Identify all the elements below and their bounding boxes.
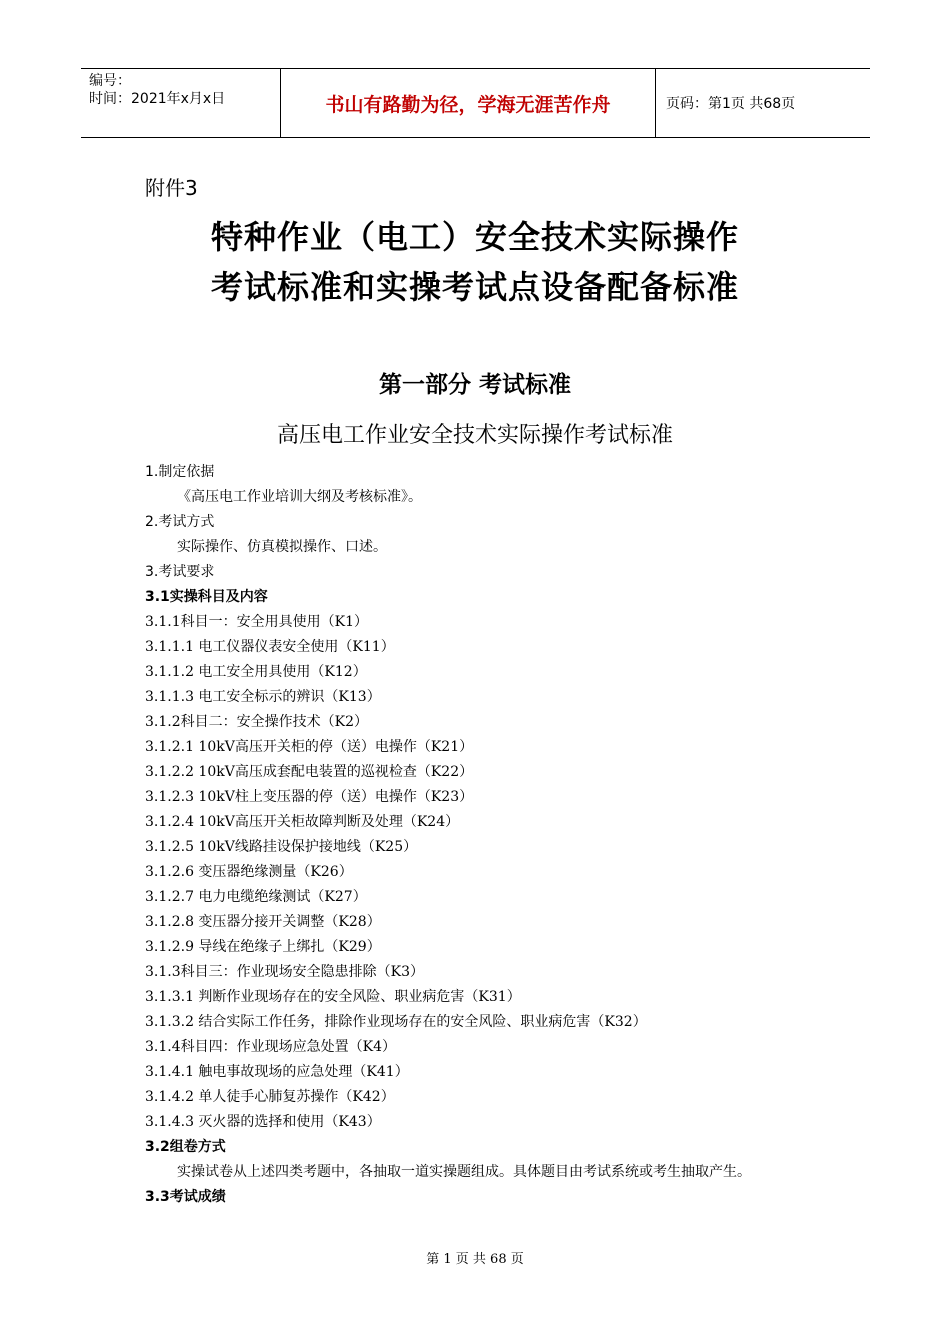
section-heading-3: 3.考试要求 [145, 564, 215, 580]
section-text-2: 实际操作、仿真模拟操作、口述。 [177, 539, 387, 555]
list-item: 3.1.1.1 电工仪器仪表安全使用（K11） [145, 639, 395, 655]
section-heading-3-1: 3.1实操科目及内容 [145, 589, 268, 605]
section-heading-3-2: 3.2组卷方式 [145, 1139, 226, 1155]
header-motto: 书山有路勤为径，学海无涯苦作舟 [281, 69, 656, 137]
part-title: 第一部分 考试标准 [378, 371, 571, 398]
list-item: 3.1.1科目一：安全用具使用（K1） [145, 614, 368, 630]
section-heading-3-3: 3.3考试成绩 [145, 1189, 226, 1205]
list-item: 3.1.3科目三：作业现场安全隐患排除（K3） [145, 964, 424, 980]
list-item: 3.1.4.2 单人徒手心肺复苏操作（K42） [145, 1089, 395, 1105]
exam-items-list [145, 610, 815, 1135]
document-header [81, 68, 870, 138]
list-item: 3.1.3.2 结合实际工作任务，排除作业现场存在的安全风险、职业病危害（K32） [145, 1014, 647, 1030]
list-item: 3.1.2科目二：安全操作技术（K2） [145, 714, 368, 730]
list-item: 3.1.1.3 电工安全标示的辨识（K13） [145, 689, 381, 705]
document-body [145, 460, 815, 1210]
list-item: 3.1.2.3 10kV柱上变压器的停（送）电操作（K23） [145, 789, 474, 805]
list-item: 3.1.2.8 变压器分接开关调整（K28） [145, 914, 381, 930]
document-title-line1: 特种作业（电工）安全技术实际操作 [210, 218, 739, 256]
attachment-label: 附件3 [145, 176, 198, 200]
section-subtitle: 高压电工作业安全技术实际操作考试标准 [276, 423, 673, 448]
list-item: 3.1.4.1 触电事故现场的应急处理（K41） [145, 1064, 409, 1080]
serial-label: 编号： [89, 73, 131, 89]
list-item: 3.1.2.7 电力电缆绝缘测试（K27） [145, 889, 367, 905]
list-item: 3.1.4科目四：作业现场应急处置（K4） [145, 1039, 396, 1055]
section-heading-1: 1.制定依据 [145, 464, 215, 480]
page-footer: 第 1 页 共 68 页 [426, 1252, 524, 1267]
list-item: 3.1.2.5 10kV线路挂设保护接地线（K25） [145, 839, 418, 855]
header-page-info: 页码：第1页 共68页 [666, 96, 796, 112]
list-item: 3.1.3.1 判断作业现场存在的安全风险、职业病危害（K31） [145, 989, 521, 1005]
document-title-line2: 考试标准和实操考试点设备配备标准 [210, 268, 739, 306]
list-item: 3.1.1.2 电工安全用具使用（K12） [145, 664, 367, 680]
section-heading-2: 2.考试方式 [145, 514, 215, 530]
list-item: 3.1.2.6 变压器绝缘测量（K26） [145, 864, 353, 880]
list-item: 3.1.2.2 10kV高压成套配电装置的巡视检查（K22） [145, 764, 474, 780]
list-item: 3.1.2.1 10kV高压开关柜的停（送）电操作（K21） [145, 739, 474, 755]
header-meta [81, 69, 281, 137]
section-text-3-2: 实操试卷从上述四类考题中，各抽取一道实操题组成。具体题目由考试系统或考生抽取产生。 [177, 1164, 751, 1180]
date-label: 时间：2021年x月x日 [89, 91, 226, 107]
list-item: 3.1.2.9 导线在绝缘子上绑扎（K29） [145, 939, 381, 955]
list-item: 3.1.2.4 10kV高压开关柜故障判断及处理（K24） [145, 814, 460, 830]
section-text-1: 《高压电工作业培训大纲及考核标准》。 [177, 489, 422, 505]
list-item: 3.1.4.3 灭火器的选择和使用（K43） [145, 1114, 381, 1130]
